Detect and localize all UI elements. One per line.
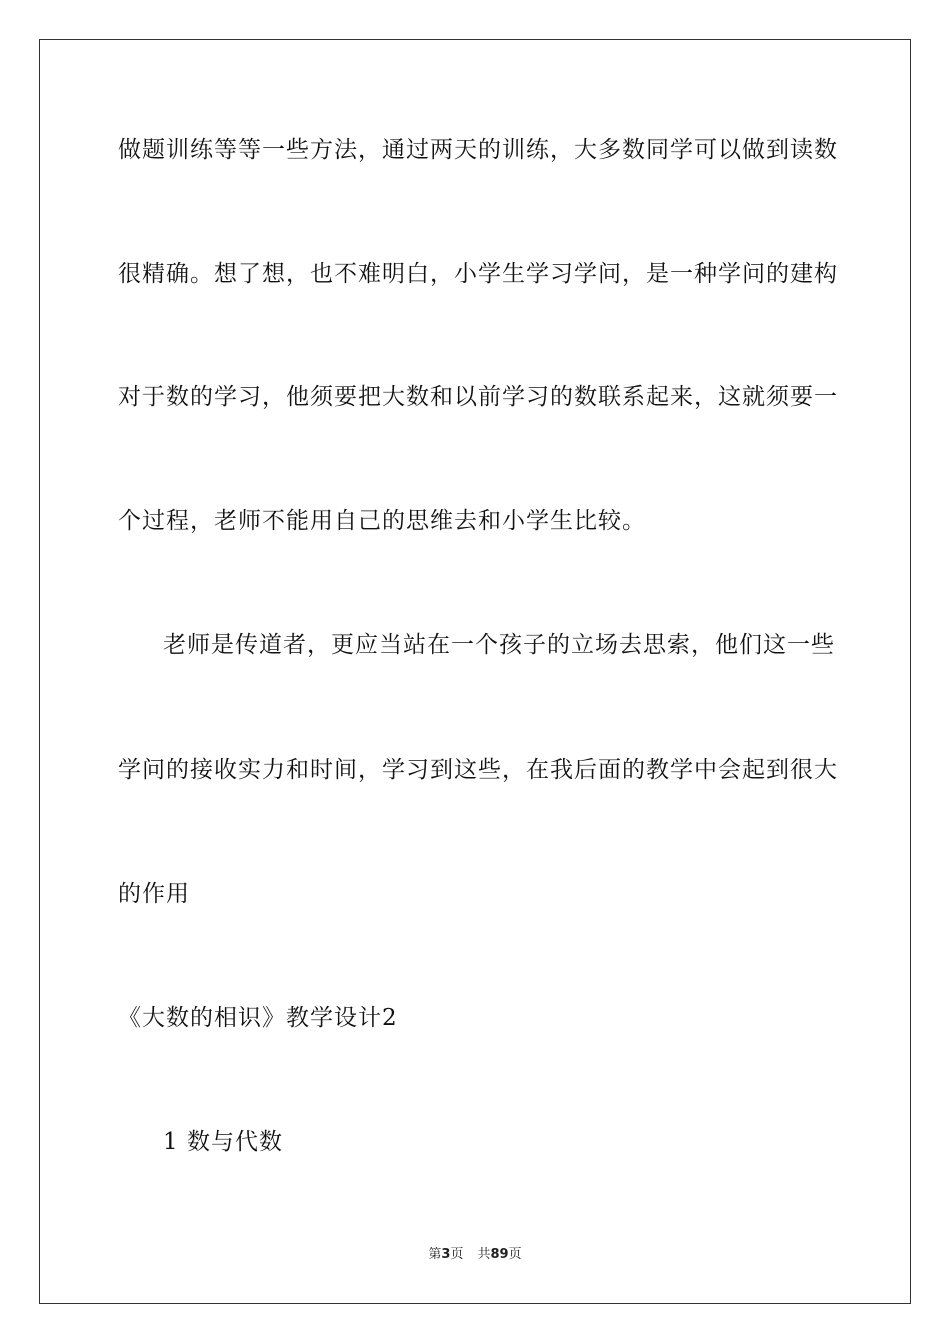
subheading: 1 数与代数 [163,1129,283,1155]
body-text-line: 的作用 [118,881,190,907]
page-suffix: 页 [450,1247,464,1262]
body-text-line: 个过程，老师不能用自己的思维去和小学生比较。 [118,508,646,534]
body-text-line: 学问的接收实力和时间，学习到这些，在我后面的教学中会起到很大 [118,757,838,783]
page-prefix: 第 [428,1247,442,1262]
total-suffix: 页 [508,1247,522,1262]
total-prefix: 共 [477,1247,491,1262]
body-text-line: 做题训练等等一些方法，通过两天的训练，大多数同学可以做到读数 [118,137,838,163]
page-border [39,39,911,1304]
total-pages: 89 [490,1247,509,1262]
body-text-line: 对于数的学习，他须要把大数和以前学习的数联系起来，这就须要一 [118,384,838,410]
section-title: 《大数的相识》教学设计2 [118,1005,398,1031]
page-footer [0,1246,950,1264]
body-text-line: 很精确。想了想，也不难明白，小学生学习学问，是一种学问的建构 [118,261,838,287]
page-number: 3 [441,1247,451,1262]
paragraph-first-line: 老师是传道者，更应当站在一个孩子的立场去思索，他们这一些 [163,632,835,658]
